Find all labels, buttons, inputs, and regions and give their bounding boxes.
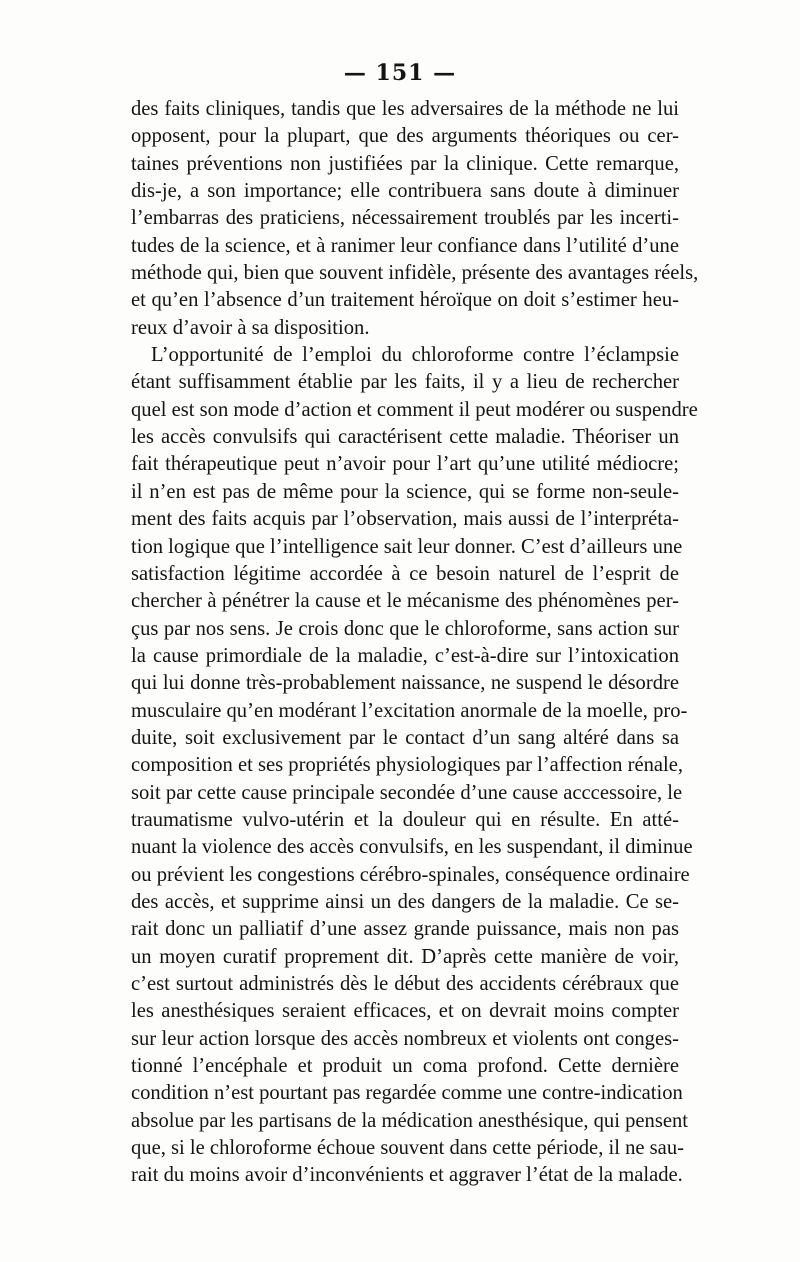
text-line: un moyen curatif proprement dit. D’après cette manière de voir, — [131, 945, 679, 968]
text-line: qui lui donne très-probablement naissance, ne suspend le désordre — [131, 672, 679, 695]
text-line: c’est surtout administrés dès le début des accidents cérébraux que — [131, 973, 679, 995]
text-line: quel est son mode d’action et comment il peut modérer ou suspendre — [131, 398, 698, 421]
text-line: L’opportunité de l’emploi du chloroforme contre l’éclampsie — [151, 344, 679, 367]
text-line: ou prévient les congestions cérébro-spinales, conséquence ordinaire — [131, 863, 690, 886]
page-number: — 151 — — [343, 60, 457, 86]
text-line: des accès, et supprime ainsi un des dangers de la maladie. Ce se- — [131, 890, 679, 913]
text-line: reux d’avoir à sa disposition. — [131, 316, 370, 339]
text-line: dis-je, a son importance; elle contribuera sans doute à diminuer — [131, 180, 679, 203]
text-line: soit par cette cause principale secondée d’une cause acccessoire, le — [131, 781, 683, 804]
text-line: les anesthésiques seraient efficaces, et on devrait moins compter — [131, 1000, 679, 1023]
text-line: composition et ses propriétés physiologiques par l’affection rénale, — [131, 754, 684, 777]
text-line: que, si le chloroforme échoue souvent dans cette période, il ne sau- — [131, 1137, 684, 1160]
text-line: traumatisme vulvo-utérin et la douleur qui en résulte. En atté- — [131, 808, 679, 831]
text-line: opposent, pour la plupart, que des arguments théoriques ou cer- — [131, 125, 679, 148]
text-line: il n’en est pas de même pour la science, qui se forme non-seule- — [131, 480, 679, 503]
text-line: étant suffisamment établie par les faits, il y a lieu de rechercher — [131, 371, 679, 394]
text-line: çus par nos sens. Je crois donc que le chloroforme, sans action sur — [131, 617, 679, 640]
text-line: chercher à pénétrer la cause et le mécanisme des phénomènes per- — [131, 590, 679, 613]
text-line: la cause primordiale de la maladie, c’est-à-dire sur l’intoxication — [131, 644, 679, 667]
text-line: l’embarras des praticiens, nécessairement troublés par les incerti- — [131, 207, 679, 230]
text-line: fait thérapeutique peut n’avoir pour l’art qu’une utilité médiocre; — [131, 453, 679, 476]
body-text — [131, 96, 699, 1190]
paragraph-2 — [131, 342, 698, 1190]
text-line: rait du moins avoir d’inconvénients et aggraver l’état de la malade. — [131, 1164, 683, 1187]
text-line: duite, soit exclusivement par le contact d’un sang altéré dans sa — [131, 726, 679, 749]
text-line: musculaire qu’en modérant l’excitation anormale de la moelle, pro- — [131, 699, 688, 722]
text-line: méthode qui, bien que souvent infidèle, présente des avantages réels, — [131, 262, 699, 285]
text-line: taines préventions non justifiées par la clinique. Cette remarque, — [131, 152, 679, 175]
text-line: nuant la violence des accès convulsifs, en les suspendant, il diminue — [131, 836, 693, 859]
text-line: tudes de la science, et à ranimer leur confiance dans l’utilité d’une — [131, 234, 679, 257]
text-line: rait donc un palliatif d’une assez grande puissance, mais non pas — [131, 918, 679, 941]
text-line: absolue par les partisans de la médication anesthésique, qui pensent — [131, 1109, 689, 1132]
text-line: condition n’est pourtant pas regardée comme une contre-indication — [131, 1082, 683, 1105]
text-line: satisfaction légitime accordée à ce besoin naturel de l’esprit de — [131, 562, 679, 585]
text-line: ment des faits acquis par l’observation, mais aussi de l’interpréta- — [131, 508, 679, 531]
text-line: les accès convulsifs qui caractérisent cette maladie. Théoriser un — [131, 426, 679, 449]
text-line: des faits cliniques, tandis que les adversaires de la méthode ne lui — [131, 98, 679, 120]
text-line: tionné l’encéphale et produit un coma profond. Cette dernière — [131, 1055, 679, 1078]
text-line: sur leur action lorsque des accès nombreux et violents ont conges- — [131, 1027, 679, 1050]
text-line: et qu’en l’absence d’un traitement héroïque on doit s’estimer heu- — [131, 289, 679, 312]
text-line: tion logique que l’intelligence sait leur donner. C’est d’ailleurs une — [131, 535, 683, 558]
paragraph-1 — [131, 96, 699, 342]
